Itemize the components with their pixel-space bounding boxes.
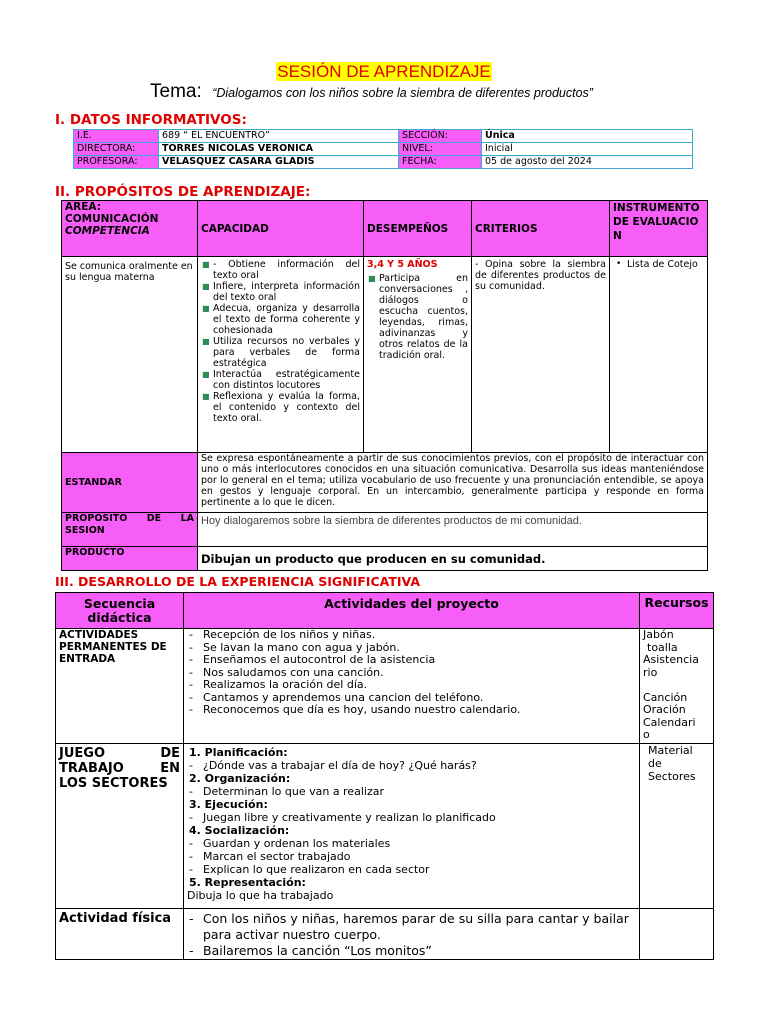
ie-value: 689 “ EL ENCUENTRO” — [159, 130, 399, 143]
list-item: - Realizamos la oración del día. — [189, 678, 368, 691]
competencia-cell: Se comunica oralmente en su lengua materna — [62, 257, 198, 453]
instrumento-cell — [610, 257, 708, 453]
table-row — [62, 257, 708, 453]
producto-label: PRODUCTO — [62, 547, 198, 571]
seccion-label: SECCIÓN: — [399, 130, 482, 143]
juego-trabajo-label: JUEGO DE TRABAJO EN LOS SECTORES — [56, 744, 184, 909]
desempeno-cell — [364, 257, 472, 453]
list-item: ■ - Obtiene información del texto oral — [202, 259, 360, 281]
step-title: 1. Planificación: — [189, 746, 288, 759]
recurso-item: Material — [648, 744, 693, 757]
recurso-item: de — [648, 757, 662, 770]
estandar-text: Se expresa espontáneamente a partir de sus conocimientos previos, con el propósito de interactuar con uno o más interlocutores conocidos en una situación comunicativa. Desarrolla sus ideas manteniéndose por lo general en el tema; utiliza vocabulario de uso frecuente y una pronunciación entendible, se apoya en gestos y lenguaje corporal. En un intercambio, generalmente participa y responde en forma pertinente a lo que le dicen. — [198, 453, 708, 513]
table-row — [62, 547, 708, 571]
nivel-value: Inicial — [482, 143, 693, 156]
header-area: AREA: COMUNICACIÓN COMPETENCIA — [62, 201, 198, 257]
list-item: ■ Infiere, interpreta información del texto oral — [202, 281, 360, 303]
list-item: - Se lavan la mano con agua y jabón. — [189, 640, 400, 654]
capacidad-cell — [198, 257, 364, 453]
fecha-value: 05 de agosto del 2024 — [482, 156, 693, 169]
list-item: - Juegan libre y creativamente y realizan lo planificado — [189, 811, 496, 824]
desarrollo-table — [55, 592, 714, 960]
table-row — [74, 143, 693, 156]
profesora-value: VELASQUEZ CASARA GLADIS — [159, 156, 399, 169]
recurso-item: Jabón — [643, 628, 674, 641]
actividad-fisica-cell — [184, 909, 640, 960]
list-item: ■ Interactúa estratégicamente con distintos locutores — [202, 369, 360, 391]
recurso-item: rio — [643, 665, 658, 679]
fecha-label: FECHA: — [399, 156, 482, 169]
step-title: 2. Organización: — [189, 772, 291, 785]
step-list — [187, 837, 636, 876]
datos-table — [73, 129, 693, 169]
recurso-item: Calendari — [643, 715, 696, 729]
list-item: - ¿Dónde vas a trabajar el día de hoy? ¿Qué harás? — [189, 759, 477, 772]
directora-label: DIRECTORA: — [74, 143, 159, 156]
list-item: - Guardan y ordenan los materiales — [189, 837, 391, 850]
step-title: 5. Representación: — [189, 876, 306, 889]
tema — [150, 81, 593, 103]
section-desarrollo-heading: III. DESARROLLO DE LA EXPERIENCIA SIGNIFICATIVA — [55, 574, 421, 589]
proposito-label: PROPOSITO DE LA SESION — [62, 513, 198, 547]
table-row — [56, 593, 714, 629]
table-row — [62, 201, 708, 257]
list-item: - Cantamos y aprendemos una cancion del teléfono. — [189, 690, 484, 704]
section-propositos-heading: II. PROPÓSITOS DE APRENDIZAJE: — [55, 184, 311, 200]
tema-text: “Dialogamos con los niños sobre la siembra de diferentes productos” — [212, 86, 593, 100]
estandar-label: ESTANDAR — [62, 453, 198, 513]
list-item: - Marcan el sector trabajado — [189, 850, 351, 863]
step-list — [187, 759, 636, 772]
step-title: 3. Ejecución: — [189, 798, 268, 811]
propositos-table — [61, 200, 708, 571]
header-capacidad: CAPACIDAD — [198, 201, 364, 257]
table-row — [74, 156, 693, 169]
table-row — [74, 130, 693, 143]
ie-label: I.E. — [74, 130, 159, 143]
header-criterios: CRITERIOS — [472, 201, 610, 257]
criterio-cell: - Opina sobre la siembra de diferentes productos de su comunidad. — [472, 257, 610, 453]
seccion-value: Única — [482, 130, 693, 143]
header-recursos: Recursos — [640, 593, 714, 629]
juego-trabajo-cell — [184, 744, 640, 909]
list-item: - Nos saludamos con una canción. — [189, 665, 384, 679]
recurso-item — [643, 679, 710, 692]
recursos-fisica-cell — [640, 909, 714, 960]
list-item: ■ Adecua, organiza y desarrolla el texto de forma coherente y cohesionada — [202, 303, 360, 336]
list-item: - Determinan lo que van a realizar — [189, 785, 384, 798]
header-secuencia: Secuencia didáctica — [56, 593, 184, 629]
list-item: ■ Utiliza recursos no verbales y para verbales de forma estratégica — [202, 336, 360, 369]
step-list — [187, 785, 636, 798]
list-item: - Bailaremos la canción “Los monitos” — [189, 943, 432, 958]
table-row — [62, 513, 708, 547]
list-item: ■ Participa en conversaciones , diálogos o escucha cuentos, leyendas, rimas, adivinanzas y otros relatos de la tradición oral. — [368, 273, 468, 361]
capacidad-list — [201, 259, 360, 424]
step-title: 4. Socialización: — [189, 824, 290, 837]
section-datos-heading: I. DATOS INFORMATIVOS: — [55, 112, 247, 128]
directora-value: TORRES NICOLAS VERONICA — [159, 143, 399, 156]
producto-text: Dibujan un producto que producen en su comunidad. — [198, 547, 708, 571]
recurso-item: o — [643, 728, 650, 741]
edad-label: 3,4 Y 5 AÑOS — [367, 259, 438, 270]
profesora-label: PROFESORA: — [74, 156, 159, 169]
list-item: - Enseñamos el autocontrol de la asistencia — [189, 653, 436, 666]
actividad-fisica-label: Actividad física — [56, 909, 184, 960]
list-item: ■ Reflexiona y evalúa la forma, el contenido y contexto del texto oral. — [202, 391, 360, 424]
header-instrumento: INSTRUMENTO DE EVALUACION — [610, 201, 708, 257]
list-item: • Lista de Cotejo — [616, 259, 698, 270]
actividad-fisica-list — [187, 911, 636, 959]
recursos-juego-cell — [640, 744, 714, 909]
tema-label: Tema: — [150, 81, 202, 102]
recursos-permanentes-cell — [640, 629, 714, 744]
actividades-permanentes-label: ACTIVIDADES PERMANENTES DE ENTRADA — [56, 629, 184, 744]
header-actividades: Actividades del proyecto — [184, 593, 640, 629]
recurso-item: Canción — [643, 690, 688, 704]
list-item: - Reconocemos que día es hoy, usando nuestro calendario. — [189, 703, 521, 716]
list-item: - Recepción de los niños y niñas. — [189, 628, 376, 641]
session-title: SESIÓN DE APRENDIZAJE — [277, 62, 491, 81]
list-item: - Con los niños y niñas, haremos parar de su silla para cantar y bailar para activar nuestro cuerpo. — [189, 911, 629, 942]
step-list — [187, 811, 636, 824]
actividades-permanentes-cell — [184, 629, 640, 744]
recurso-item: Oración — [643, 703, 686, 716]
list-item: - Explican lo que realizaron en cada sector — [189, 863, 430, 876]
table-row — [62, 453, 708, 513]
table-row — [56, 744, 714, 909]
representacion-text: Dibuja lo que ha trabajado — [187, 889, 334, 902]
header-desempenos: DESEMPEÑOS — [364, 201, 472, 257]
recurso-item: Asistencia — [643, 653, 699, 666]
nivel-label: NIVEL: — [399, 143, 482, 156]
recurso-item: toalla — [647, 640, 678, 654]
proposito-text: Hoy dialogaremos sobre la siembra de diferentes productos de mi comunidad. — [198, 513, 708, 547]
table-row — [56, 629, 714, 744]
actividades-permanentes-list — [187, 629, 636, 717]
recurso-item: Sectores — [648, 770, 696, 783]
table-row — [56, 909, 714, 960]
